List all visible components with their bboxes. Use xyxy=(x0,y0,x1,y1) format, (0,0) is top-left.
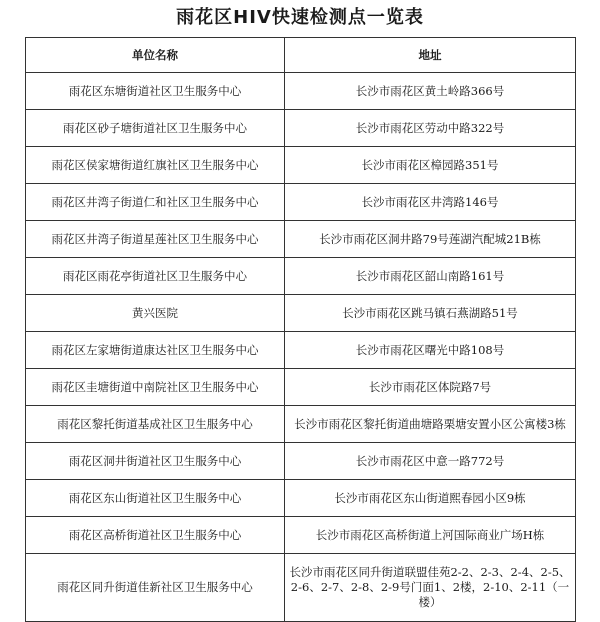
address-cell: 长沙市雨花区中意一路772号 xyxy=(285,443,576,480)
table-row xyxy=(26,332,576,369)
table-row xyxy=(26,184,576,221)
address-cell: 长沙市雨花区樟园路351号 xyxy=(285,147,576,184)
unit-name-cell: 雨花区井湾子街道仁和社区卫生服务中心 xyxy=(26,184,285,221)
unit-name-cell: 雨花区井湾子街道星莲社区卫生服务中心 xyxy=(26,221,285,258)
table-row xyxy=(26,406,576,443)
unit-name-cell: 雨花区左家塘街道康达社区卫生服务中心 xyxy=(26,332,285,369)
address-cell: 长沙市雨花区劳动中路322号 xyxy=(285,110,576,147)
unit-name-cell: 雨花区同升街道佳新社区卫生服务中心 xyxy=(26,554,285,622)
table-row xyxy=(26,110,576,147)
table-row xyxy=(26,554,576,622)
table-row xyxy=(26,480,576,517)
unit-name-cell: 雨花区高桥街道社区卫生服务中心 xyxy=(26,517,285,554)
unit-name-cell: 黄兴医院 xyxy=(26,295,285,332)
testing-sites-table xyxy=(25,37,576,622)
table-row xyxy=(26,517,576,554)
address-cell: 长沙市雨花区黎托街道曲塘路栗塘安置小区公寓楼3栋 xyxy=(285,406,576,443)
address-cell: 长沙市雨花区韶山南路161号 xyxy=(285,258,576,295)
unit-name-cell: 雨花区东山街道社区卫生服务中心 xyxy=(26,480,285,517)
address-cell: 长沙市雨花区洞井路79号莲湖汽配城21B栋 xyxy=(285,221,576,258)
table-row xyxy=(26,147,576,184)
unit-name-cell: 雨花区圭塘街道中南院社区卫生服务中心 xyxy=(26,369,285,406)
address-cell: 长沙市雨花区黄土岭路366号 xyxy=(285,73,576,110)
unit-name-cell: 雨花区雨花亭街道社区卫生服务中心 xyxy=(26,258,285,295)
address-cell: 长沙市雨花区高桥街道上河国际商业广场H栋 xyxy=(285,517,576,554)
table-header-row xyxy=(26,38,576,73)
table-row xyxy=(26,73,576,110)
header-address: 地址 xyxy=(285,38,576,73)
document-title: 雨花区HIV快速检测点一览表 xyxy=(176,7,424,28)
unit-name-cell: 雨花区东塘街道社区卫生服务中心 xyxy=(26,73,285,110)
unit-name-cell: 雨花区侯家塘街道红旗社区卫生服务中心 xyxy=(26,147,285,184)
table-row xyxy=(26,443,576,480)
table-row xyxy=(26,369,576,406)
address-cell: 长沙市雨花区井湾路146号 xyxy=(285,184,576,221)
address-cell: 长沙市雨花区东山街道熙春园小区9栋 xyxy=(285,480,576,517)
address-cell: 长沙市雨花区跳马镇石燕湖路51号 xyxy=(285,295,576,332)
header-unit-name: 单位名称 xyxy=(26,38,285,73)
table-row xyxy=(26,221,576,258)
unit-name-cell: 雨花区黎托街道基成社区卫生服务中心 xyxy=(26,406,285,443)
address-cell: 长沙市雨花区同升街道联盟佳苑2-2、2-3、2-4、2-5、2-6、2-7、2-8、2-9号门面1、2楼，2-10、2-11（一楼） xyxy=(285,554,576,622)
address-cell: 长沙市雨花区曙光中路108号 xyxy=(285,332,576,369)
unit-name-cell: 雨花区洞井街道社区卫生服务中心 xyxy=(26,443,285,480)
table-row xyxy=(26,258,576,295)
unit-name-cell: 雨花区砂子塘街道社区卫生服务中心 xyxy=(26,110,285,147)
address-cell: 长沙市雨花区体院路7号 xyxy=(285,369,576,406)
table-row xyxy=(26,295,576,332)
